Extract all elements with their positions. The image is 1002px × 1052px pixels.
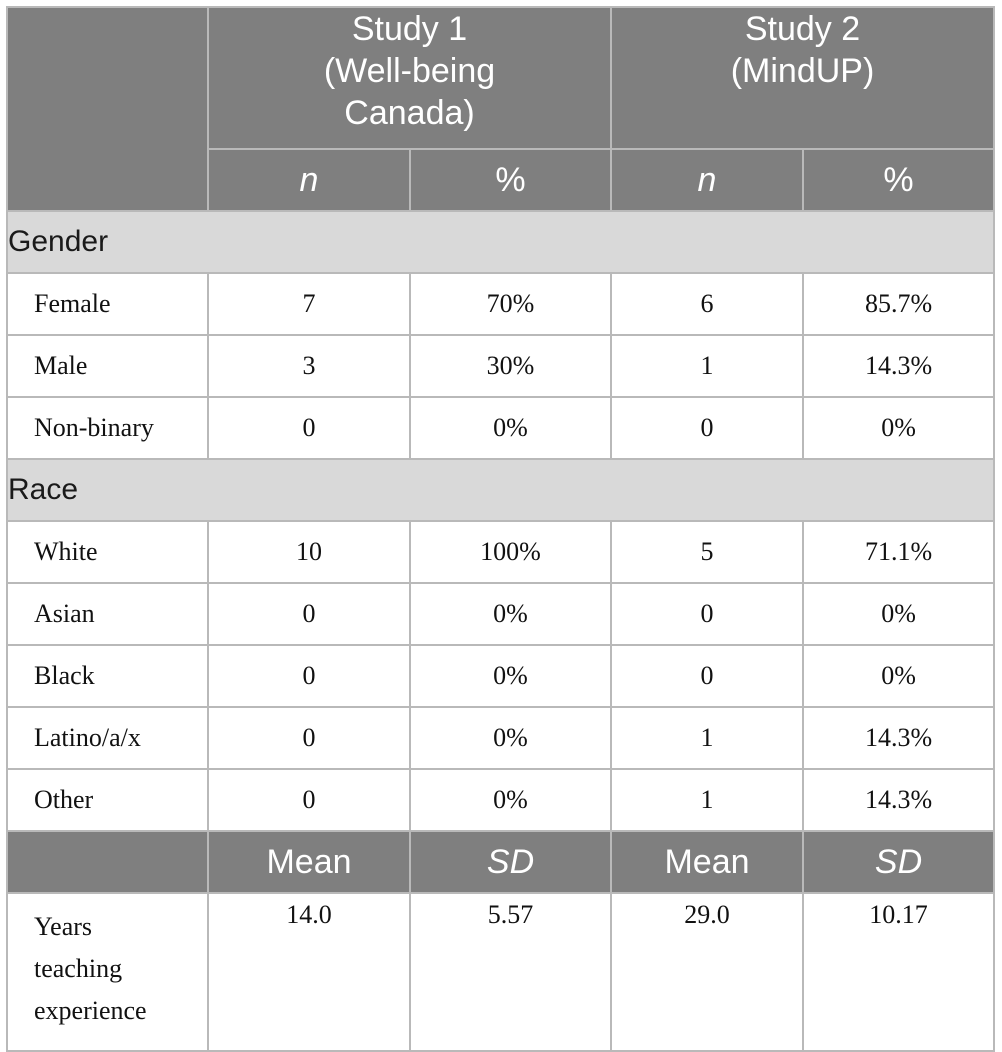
years-experience-label [7,893,208,1051]
row-label: Asian [7,583,208,645]
study1-title-line2: (Well-being [323,52,496,90]
study1-pct-cell: 100% [410,521,611,583]
study1-pct-cell: 0% [410,769,611,831]
study1-pct-cell: 0% [410,397,611,459]
table-row [7,707,994,769]
study2-sd-cell: 10.17 [803,893,994,1051]
table-row [7,521,994,583]
study1-pct-cell: 0% [410,645,611,707]
pct-label: % [883,161,914,199]
row-label: Other [7,769,208,831]
study1-n-cell: 7 [208,273,410,335]
study2-n-cell: 0 [611,645,803,707]
study2-pct-cell: 0% [803,645,994,707]
demographics-table-container [6,6,993,1052]
row-label: Male [7,335,208,397]
row-label: Latino/a/x [7,707,208,769]
section-row-gender [7,211,994,273]
study2-n-cell: 5 [611,521,803,583]
study1-mean-header: Mean [208,831,410,893]
study1-sd-cell: 5.57 [410,893,611,1051]
study2-n-header [611,149,803,211]
study1-title-line1: Study 1 [351,10,468,48]
study1-n-cell: 0 [208,397,410,459]
study1-header [208,7,611,149]
study2-sd-header [803,831,994,893]
study2-n-cell: 1 [611,769,803,831]
table-row [7,335,994,397]
years-label-line1: Years [34,912,93,941]
study1-n-cell: 0 [208,707,410,769]
study2-mean-cell: 29.0 [611,893,803,1051]
corner-header-cell [7,7,208,211]
study1-pct-cell: 30% [410,335,611,397]
sd-label: SD [874,843,923,881]
study1-mean-cell: 14.0 [208,893,410,1051]
row-label: Non-binary [7,397,208,459]
study1-n-header [208,149,410,211]
years-label-line3: experience [34,996,147,1025]
section-title-gender: Gender [7,211,994,273]
row-label: Black [7,645,208,707]
stats-header-row [7,831,994,893]
study1-sd-header [410,831,611,893]
years-experience-row [7,893,994,1051]
study1-pct-header [410,149,611,211]
stats-corner-cell [7,831,208,893]
study2-pct-cell: 71.1% [803,521,994,583]
table-row [7,583,994,645]
study1-n-cell: 3 [208,335,410,397]
study2-title-line1: Study 2 [744,10,861,48]
demographics-table [6,6,995,1052]
study2-mean-header: Mean [611,831,803,893]
study1-pct-cell: 0% [410,583,611,645]
study2-n-cell: 1 [611,335,803,397]
years-label-line2: teaching [34,954,123,983]
study2-pct-cell: 0% [803,397,994,459]
study2-header [611,7,994,149]
study1-title-line3: Canada) [344,94,475,132]
study2-n-cell: 0 [611,583,803,645]
study2-pct-cell: 14.3% [803,335,994,397]
study2-n-cell: 0 [611,397,803,459]
study1-n-cell: 0 [208,769,410,831]
section-row-race [7,459,994,521]
pct-label: % [495,161,526,199]
study1-pct-cell: 70% [410,273,611,335]
study2-n-cell: 6 [611,273,803,335]
n-label: n [697,161,717,199]
row-label: White [7,521,208,583]
study2-n-cell: 1 [611,707,803,769]
study1-n-cell: 0 [208,645,410,707]
study2-pct-cell: 14.3% [803,707,994,769]
n-label: n [299,161,319,199]
sd-label: SD [486,843,535,881]
study2-title-line2: (MindUP) [730,52,875,90]
table-row [7,397,994,459]
study2-pct-cell: 14.3% [803,769,994,831]
table-row [7,273,994,335]
table-row [7,645,994,707]
study1-n-cell: 10 [208,521,410,583]
study2-pct-cell: 0% [803,583,994,645]
study2-pct-header [803,149,994,211]
study1-pct-cell: 0% [410,707,611,769]
study1-n-cell: 0 [208,583,410,645]
study-header-row [7,7,994,149]
section-title-race: Race [7,459,994,521]
table-row [7,769,994,831]
row-label: Female [7,273,208,335]
study2-pct-cell: 85.7% [803,273,994,335]
